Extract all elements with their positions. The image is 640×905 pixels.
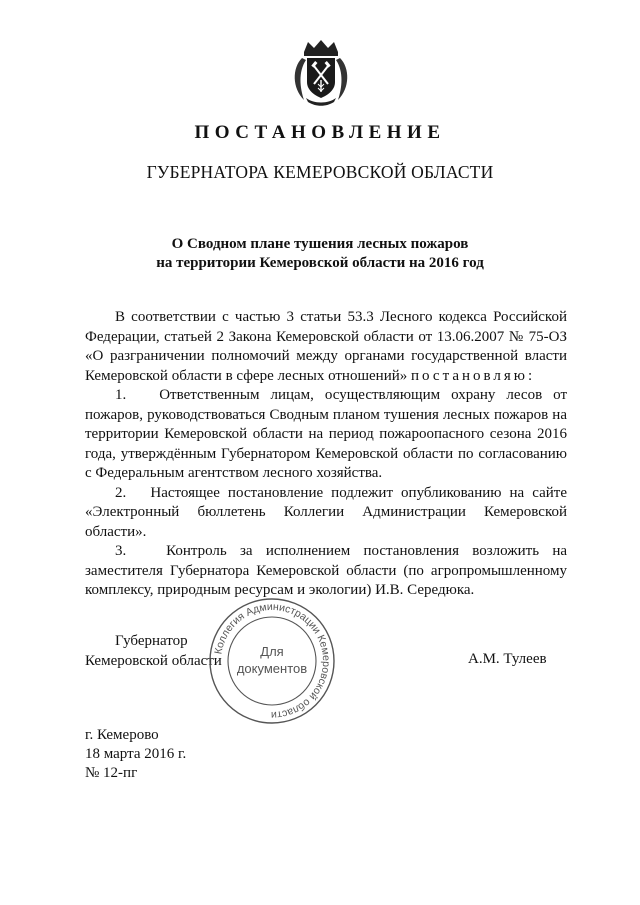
stamp-center-line-1: Для — [260, 644, 284, 659]
signatory-title-line-1: Губернатор — [115, 633, 188, 649]
document-footer — [85, 726, 186, 783]
official-stamp — [207, 596, 337, 726]
issue-city: г. Кемерово — [85, 727, 159, 743]
issue-date: 18 марта 2016 г. — [85, 746, 187, 762]
signatory-title-line-2: Кемеровской области — [85, 652, 222, 669]
document-title: ПОСТАНОВЛЕНИЕ — [194, 122, 446, 143]
stamp-ring-text: Коллегия Администрации Кемеровской области — [212, 600, 333, 722]
decree-heading-line-1: О Сводном плане тушения лесных пожаров — [171, 236, 469, 252]
preamble-paragraph — [85, 308, 567, 386]
decree-item-1: 1. Ответственным лицам, осуществляющим охрану лесов от пожаров, руководствоваться Сводным планом тушения лесных пожаров на территории Кемеровской области на период пожароопасного сезона 2016 года, утверждённым Губернатором Кемеровской области по согласованию с Федеральным агентством лесного хозяйства. — [85, 387, 567, 481]
signatory-title — [85, 632, 222, 671]
document-number: № 12-пг — [85, 765, 138, 781]
signatory-name: А.М. Тулеев — [468, 651, 547, 667]
document-subtitle: ГУБЕРНАТОРА КЕМЕРОВСКОЙ ОБЛАСТИ — [146, 162, 494, 182]
decree-item-3: 3. Контроль за исполнением постановления возложить на заместителя Губернатора Кемеровской области (по агропромышленному комплексу, природным ресурсам и экологии) И.В. Середюка. — [85, 543, 567, 598]
decree-heading — [0, 235, 640, 273]
preamble-action: постановляю: — [411, 367, 536, 384]
stamp-center-line-2: документов — [236, 661, 308, 676]
preamble-text: В соответствии с частью 3 статьи 53.3 Лесного кодекса Российской Федерации, статьей 2 Закона Кемеровской области от 13.06.2007 № 75-ОЗ «О разграничении полномочий между органами государственной власти Кемеровской области в сфере лесных отношений» — [85, 309, 567, 384]
decree-body — [85, 308, 567, 601]
coat-of-arms-emblem — [290, 38, 352, 108]
decree-item-2: 2. Настоящее постановление подлежит опубликованию на сайте «Электронный бюллетень Коллегии Администрации Кемеровской области». — [85, 484, 567, 540]
decree-heading-line-2: на территории Кемеровской области на 2016 год — [156, 255, 484, 271]
